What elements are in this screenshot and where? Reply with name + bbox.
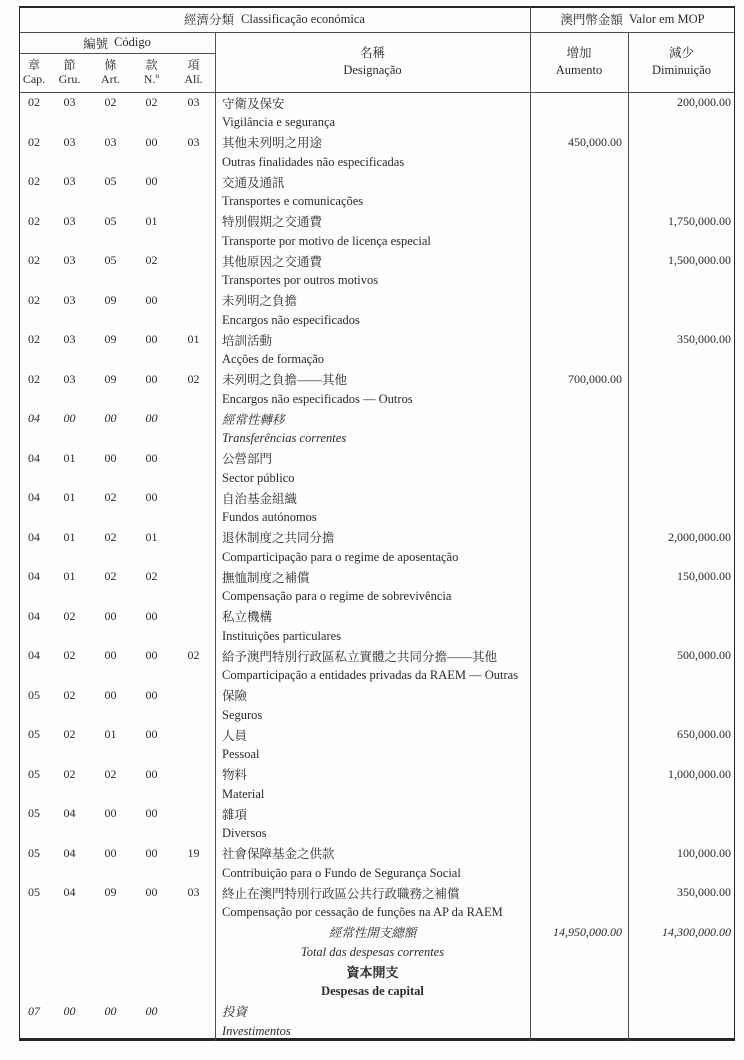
total-label-pt: Total das despesas correntes	[300, 944, 445, 959]
table-row-line-secondary	[19, 705, 735, 725]
increase-value: 450,000.00	[568, 134, 622, 149]
designation-zh: 守衛及保安	[222, 96, 285, 111]
table-row-line-secondary	[19, 152, 735, 172]
decrease-value: 1,500,000.00	[668, 253, 731, 268]
table-row-line-primary	[19, 962, 735, 982]
code-art-cell: 00	[104, 648, 117, 663]
code-n-cell: 00	[145, 1003, 158, 1018]
header-code-col-ali	[172, 53, 215, 92]
table-row-line-primary	[19, 607, 735, 627]
section-title-zh: 資本開支	[346, 965, 399, 981]
code-n-cell: 00	[145, 608, 158, 623]
code-gru-cell: 03	[63, 134, 76, 149]
header-code-col-gru-pt: Gru.	[58, 71, 81, 86]
table-row-line-primary	[19, 725, 735, 745]
code-art-cell: 09	[104, 292, 117, 307]
code-gru-cell: 04	[63, 885, 76, 900]
code-cap-cell: 05	[28, 727, 40, 742]
code-ali-cell: 02	[187, 371, 200, 386]
designation-pt: Fundos autónomos	[222, 510, 317, 525]
total-label-zh: 經常性開支總額	[328, 926, 417, 941]
table-row-line-primary	[19, 212, 735, 232]
budget-amendment-table	[19, 6, 735, 1041]
code-n-cell: 00	[145, 450, 158, 465]
designation-pt: Transportes por outros motivos	[222, 273, 379, 288]
header-code-col-ali-zh: 項	[187, 58, 200, 72]
code-art-cell: 00	[104, 687, 117, 702]
designation-pt: Material	[222, 786, 265, 801]
table-row-line-secondary	[19, 982, 735, 1002]
code-cap-cell: 04	[28, 648, 40, 663]
table-row-line-secondary	[19, 389, 735, 409]
designation-pt: Acções de formação	[222, 352, 325, 367]
designation-zh: 投資	[222, 1005, 248, 1020]
header-code-col-n-pt: N.º	[143, 71, 160, 86]
code-art-cell: 00	[104, 806, 117, 821]
designation-pt: Comparticipação a entidades privadas da RAEM — Outras	[222, 668, 519, 683]
code-gru-cell: 01	[63, 569, 76, 584]
header-amount-mop-zh: 澳門幣金額	[560, 13, 623, 27]
table-row-line-primary	[19, 251, 735, 271]
designation-pt: Pessoal	[222, 747, 260, 762]
designation-pt: Investimentos	[222, 1023, 291, 1038]
code-art-cell: 09	[104, 371, 117, 386]
code-art-cell: 09	[104, 332, 117, 347]
code-gru-cell: 03	[63, 332, 76, 347]
designation-zh: 公營部門	[222, 452, 273, 467]
code-ali-cell: 19	[187, 845, 200, 860]
table-row-line-primary	[19, 409, 735, 429]
table-row-line-primary	[19, 567, 735, 587]
designation-zh: 培訓活動	[222, 333, 273, 348]
code-ali-cell: 02	[187, 648, 200, 663]
designation-pt: Transferências correntes	[222, 431, 347, 446]
code-art-cell: 02	[104, 569, 117, 584]
code-cap-cell: 05	[28, 885, 40, 900]
header-code	[19, 32, 215, 53]
header-code-col-art-zh: 條	[104, 58, 117, 72]
designation-zh: 自治基金組織	[222, 491, 298, 506]
table-row-line-primary	[19, 488, 735, 508]
header-code-zh: 編號	[83, 36, 109, 51]
code-ali-cell: 03	[187, 95, 200, 110]
designation-pt: Outras finalidades não especificadas	[222, 154, 405, 169]
header-increase-pt: Aumento	[555, 63, 603, 77]
designation-zh: 人員	[222, 728, 248, 743]
code-cap-cell: 02	[28, 371, 40, 386]
code-gru-cell: 02	[63, 648, 76, 663]
designation-zh: 未列明之負擔——其他	[222, 373, 348, 388]
table-row-line-primary	[19, 686, 735, 706]
header-code-col-art-pt: Art.	[101, 71, 120, 86]
table-row-line-secondary	[19, 468, 735, 488]
decrease-value: 1,000,000.00	[668, 766, 731, 781]
decrease-value: 150,000.00	[677, 569, 731, 584]
header-code-col-cap-pt: Cap.	[22, 71, 46, 86]
header-designation	[215, 32, 530, 92]
decrease-value: 500,000.00	[677, 648, 731, 663]
designation-zh: 經常性轉移	[222, 412, 285, 427]
header-code-pt: Código	[114, 35, 151, 49]
designation-zh: 社會保障基金之供款	[222, 847, 335, 862]
table-row-line-secondary	[19, 508, 735, 528]
table-row-line-primary	[19, 449, 735, 469]
designation-zh: 其他原因之交通費	[222, 254, 323, 269]
code-cap-cell: 02	[28, 95, 40, 110]
code-gru-cell: 01	[63, 450, 76, 465]
code-gru-cell: 03	[63, 253, 76, 268]
designation-pt: Vigilância e segurança	[222, 115, 336, 130]
table-body	[19, 93, 735, 1041]
header-increase-zh: 增加	[566, 46, 592, 60]
code-cap-cell: 04	[28, 411, 40, 426]
designation-pt: Encargos não especificados — Outros	[222, 391, 413, 406]
header-decrease	[628, 32, 735, 92]
header-designation-pt: Designação	[343, 63, 402, 77]
header-code-col-n	[131, 53, 172, 92]
code-gru-cell: 02	[63, 687, 76, 702]
section-title-pt: Despesas de capital	[321, 984, 424, 999]
code-n-cell: 00	[145, 134, 158, 149]
code-n-cell: 00	[145, 845, 158, 860]
designation-zh: 雜項	[222, 807, 248, 822]
designation-zh: 私立機構	[222, 610, 273, 625]
code-cap-cell: 05	[28, 845, 40, 860]
code-ali-cell: 03	[187, 134, 200, 149]
table-row-line-primary	[19, 844, 735, 864]
header-economic-classification-zh: 經濟分類	[184, 13, 235, 27]
code-cap-cell: 04	[28, 490, 40, 505]
code-cap-cell: 02	[28, 253, 40, 268]
table-row-line-secondary	[19, 113, 735, 133]
code-art-cell: 03	[104, 134, 117, 149]
decrease-value: 14,300,000.00	[662, 924, 731, 939]
table-row-line-secondary	[19, 784, 735, 804]
designation-pt: Seguros	[222, 707, 263, 722]
table-row-line-secondary	[19, 192, 735, 212]
header-code-col-art	[90, 53, 131, 92]
code-n-cell: 00	[145, 687, 158, 702]
code-n-cell: 00	[145, 332, 158, 347]
code-cap-cell: 05	[28, 806, 40, 821]
table-row-line-primary	[19, 1002, 735, 1022]
table-row-line-secondary	[19, 429, 735, 449]
code-gru-cell: 00	[63, 411, 76, 426]
table-row-line-secondary	[19, 666, 735, 686]
table-row-line-primary	[19, 93, 735, 113]
code-gru-cell: 03	[63, 371, 76, 386]
table-row-line-secondary	[19, 350, 735, 370]
decrease-value: 350,000.00	[677, 885, 731, 900]
code-gru-cell: 02	[63, 608, 76, 623]
header-decrease-pt: Diminuição	[651, 63, 711, 77]
header-designation-zh: 名稱	[359, 46, 385, 60]
decrease-value: 2,000,000.00	[668, 529, 731, 544]
code-art-cell: 05	[104, 174, 117, 189]
code-gru-cell: 03	[63, 292, 76, 307]
designation-zh: 特別假期之交通費	[222, 215, 323, 230]
header-code-col-n-zh: 款	[145, 58, 158, 72]
code-n-cell: 00	[145, 727, 158, 742]
code-art-cell: 00	[104, 608, 117, 623]
table-row-line-secondary	[19, 271, 735, 291]
code-n-cell: 01	[145, 213, 158, 228]
header-amount-mop-pt: Valor em MOP	[628, 11, 705, 26]
designation-pt: Compensação por cessação de funções na AP da RAEM	[222, 905, 503, 920]
designation-zh: 退休制度之共同分擔	[222, 531, 335, 546]
code-art-cell: 00	[104, 1003, 117, 1018]
table-row-line-primary	[19, 923, 735, 943]
table-row-line-primary	[19, 172, 735, 192]
code-n-cell: 02	[145, 569, 158, 584]
code-art-cell: 00	[104, 845, 117, 860]
code-gru-cell: 01	[63, 490, 76, 505]
designation-pt: Transportes e comunicações	[222, 194, 364, 209]
code-cap-cell: 07	[28, 1003, 40, 1018]
designation-zh: 物料	[222, 768, 248, 783]
code-art-cell: 01	[104, 727, 117, 742]
code-n-cell: 02	[145, 253, 158, 268]
header-economic-classification-pt: Classificação económica	[241, 11, 365, 26]
decrease-value: 100,000.00	[677, 845, 731, 860]
designation-zh: 終止在澳門特別行政區公共行政職務之補償	[222, 886, 460, 901]
code-cap-cell: 04	[28, 450, 40, 465]
table-row-line-secondary	[19, 863, 735, 883]
code-art-cell: 09	[104, 885, 117, 900]
designation-zh: 保險	[222, 689, 248, 704]
code-gru-cell: 03	[63, 213, 76, 228]
table-row-line-primary	[19, 330, 735, 350]
code-art-cell: 00	[104, 450, 117, 465]
table-row-line-secondary	[19, 903, 735, 923]
code-gru-cell: 04	[63, 845, 76, 860]
code-n-cell: 00	[145, 648, 158, 663]
designation-pt: Diversos	[222, 826, 267, 841]
decrease-value: 1,750,000.00	[668, 213, 731, 228]
increase-value: 700,000.00	[568, 371, 622, 386]
table-row-line-primary	[19, 370, 735, 390]
table-row-line-primary	[19, 804, 735, 824]
table-row-line-secondary	[19, 231, 735, 251]
decrease-value: 650,000.00	[677, 727, 731, 742]
table-row-line-primary	[19, 133, 735, 153]
code-art-cell: 05	[104, 253, 117, 268]
code-art-cell: 05	[104, 213, 117, 228]
code-gru-cell: 00	[63, 1003, 76, 1018]
table-row-line-secondary	[19, 824, 735, 844]
code-n-cell: 00	[145, 766, 158, 781]
code-ali-cell: 03	[187, 885, 200, 900]
code-cap-cell: 05	[28, 687, 40, 702]
header-code-col-gru-zh: 節	[63, 58, 76, 72]
table-row-line-primary	[19, 528, 735, 548]
code-gru-cell: 03	[63, 95, 76, 110]
code-n-cell: 01	[145, 529, 158, 544]
designation-pt: Comparticipação para o regime de aposentação	[222, 549, 459, 564]
header-increase	[530, 32, 628, 92]
designation-zh: 撫恤制度之補償	[222, 570, 310, 585]
code-art-cell: 02	[104, 95, 117, 110]
table-row-line-primary	[19, 883, 735, 903]
table-row-line-secondary	[19, 587, 735, 607]
increase-value: 14,950,000.00	[553, 924, 622, 939]
code-cap-cell: 02	[28, 332, 40, 347]
table-row-line-secondary	[19, 547, 735, 567]
designation-pt: Compensação para o regime de sobrevivência	[222, 589, 452, 604]
code-n-cell: 00	[145, 174, 158, 189]
code-n-cell: 00	[145, 490, 158, 505]
header-code-col-ali-pt: Alí.	[184, 71, 203, 86]
code-gru-cell: 02	[63, 727, 76, 742]
code-art-cell: 02	[104, 529, 117, 544]
decrease-value: 350,000.00	[677, 332, 731, 347]
code-cap-cell: 05	[28, 766, 40, 781]
code-art-cell: 02	[104, 766, 117, 781]
table-row-line-secondary	[19, 626, 735, 646]
code-gru-cell: 01	[63, 529, 76, 544]
code-cap-cell: 02	[28, 134, 40, 149]
designation-pt: Instituições particulares	[222, 628, 342, 643]
header-code-col-gru	[49, 53, 90, 92]
code-n-cell: 00	[145, 371, 158, 386]
code-cap-cell: 02	[28, 213, 40, 228]
table-row-line-primary	[19, 765, 735, 785]
code-cap-cell: 04	[28, 529, 40, 544]
code-n-cell: 02	[145, 95, 158, 110]
code-ali-cell: 01	[187, 332, 200, 347]
table-row-line-secondary	[19, 310, 735, 330]
designation-pt: Transporte por motivo de licença especial	[222, 233, 431, 248]
code-cap-cell: 04	[28, 608, 40, 623]
designation-pt: Encargos não especificados	[222, 312, 360, 327]
code-n-cell: 00	[145, 411, 158, 426]
code-cap-cell: 04	[28, 569, 40, 584]
code-gru-cell: 03	[63, 174, 76, 189]
code-art-cell: 00	[104, 411, 117, 426]
code-n-cell: 00	[145, 806, 158, 821]
code-art-cell: 02	[104, 490, 117, 505]
designation-zh: 其他未列明之用途	[222, 136, 323, 151]
code-cap-cell: 02	[28, 174, 40, 189]
table-row-line-secondary	[19, 1021, 735, 1041]
code-gru-cell: 02	[63, 766, 76, 781]
header-amount-mop	[530, 6, 735, 32]
designation-zh: 給予澳門特別行政區私立實體之共同分擔——其他	[222, 649, 498, 664]
code-n-cell: 00	[145, 292, 158, 307]
header-decrease-zh: 減少	[668, 46, 694, 60]
table-row-line-secondary	[19, 745, 735, 765]
table-row-line-primary	[19, 646, 735, 666]
code-cap-cell: 02	[28, 292, 40, 307]
decrease-value: 200,000.00	[677, 95, 731, 110]
table-row-line-secondary	[19, 942, 735, 962]
header-code-col-cap	[19, 53, 49, 92]
designation-pt: Contribuição para o Fundo de Segurança Social	[222, 865, 461, 880]
code-gru-cell: 04	[63, 806, 76, 821]
designation-zh: 交通及通訊	[222, 175, 285, 190]
designation-pt: Sector público	[222, 470, 295, 485]
code-n-cell: 00	[145, 885, 158, 900]
header-economic-classification	[19, 6, 530, 32]
header-code-col-cap-zh: 章	[27, 58, 40, 72]
table-row-line-primary	[19, 291, 735, 311]
designation-zh: 未列明之負擔	[222, 294, 298, 309]
